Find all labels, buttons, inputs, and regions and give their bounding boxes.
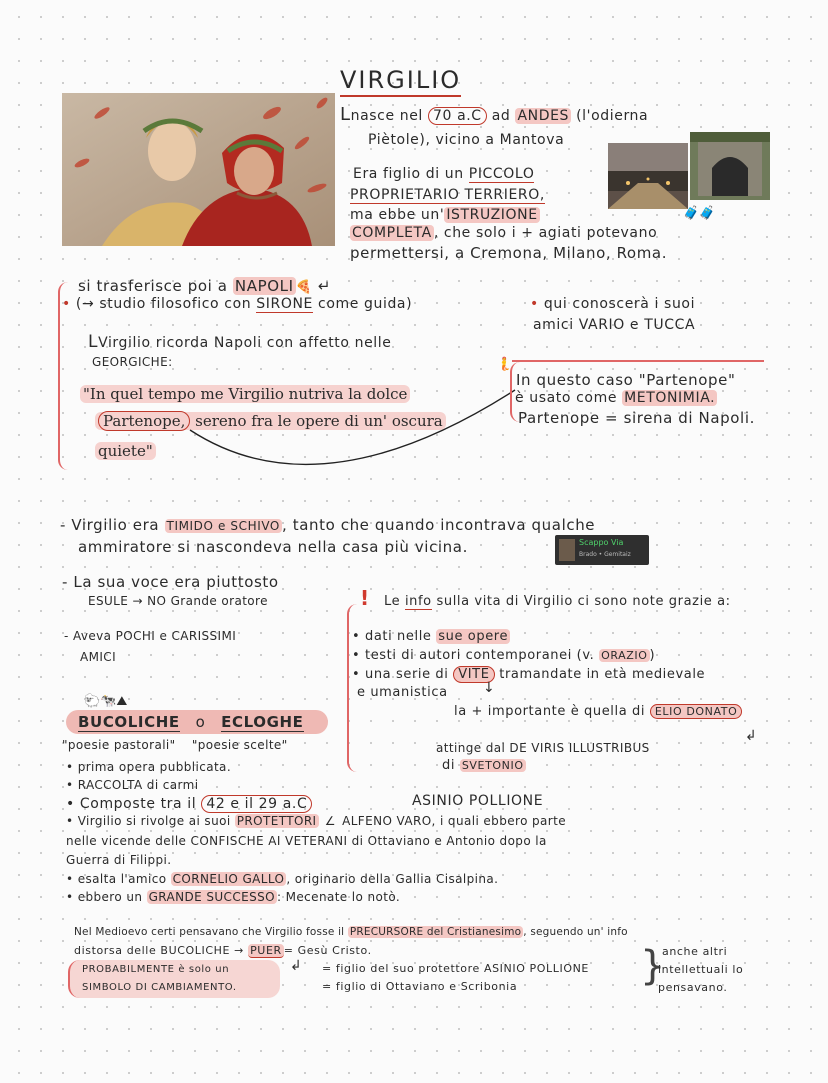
song-artist: Brado • Gemitaiz bbox=[579, 551, 631, 558]
metonymy-word: METONIMIA. bbox=[624, 390, 716, 406]
info-le-text: Le bbox=[384, 594, 401, 609]
bucoliche-item-8 bbox=[66, 890, 400, 904]
gallia-text: , originario della Gallia Cisalpina. bbox=[286, 872, 499, 886]
friends-line-1: • qui conoscerà i suoi bbox=[530, 296, 696, 312]
guide-text: come guida) bbox=[318, 296, 413, 312]
painting-image bbox=[62, 93, 335, 246]
quote-text-1: "In quel tempo me Virgilio nutriva la dolce bbox=[80, 385, 410, 403]
land-owner-text: PROPRIETARIO TERRIERO, bbox=[350, 187, 545, 203]
georgiche-line-1: LVirgilio ricorda Napoli con affetto nelle bbox=[88, 332, 392, 352]
medieval-line-3: = figlio del suo protettore ASINIO POLLIONE bbox=[322, 962, 589, 975]
friends-few-line-2: AMICI bbox=[80, 650, 117, 664]
ecloghe-word: ECLOGHE bbox=[221, 713, 304, 731]
precursor-word: PRECURSORE del Cristianesimo bbox=[349, 926, 522, 938]
virgil-dante-painting bbox=[62, 93, 335, 246]
had-a-text: • ebbero un bbox=[66, 890, 143, 904]
cornelio-gallo-word: CORNELIO GALLO bbox=[172, 872, 285, 886]
intro-para-line-1 bbox=[353, 166, 534, 182]
medieval-line-1 bbox=[74, 926, 628, 938]
praises-text: • esalta l'amico bbox=[66, 872, 167, 886]
info-b1-text: • dati nelle bbox=[352, 629, 432, 644]
pizza-icon: 🍕 bbox=[295, 280, 313, 295]
bucoliche-item-5: nelle vicende delle CONFISCHE AI VETERANI di Ottaviano e Antonio dopo la bbox=[66, 834, 547, 848]
song-cover bbox=[559, 539, 575, 561]
partenope-connector-arrow bbox=[160, 350, 530, 480]
puer-word: PUER bbox=[250, 944, 282, 957]
timid-intro-text: - Virgilio era bbox=[60, 516, 160, 534]
friends-text: qui conoscerà i suoi bbox=[543, 296, 696, 312]
return-arrow-2-icon: ↲ bbox=[745, 728, 757, 744]
brace-icon: } bbox=[640, 943, 666, 989]
info-b3-text: • una serie di bbox=[352, 667, 449, 682]
used-as-text: è usato come bbox=[515, 390, 618, 406]
info-donato-line bbox=[454, 704, 742, 719]
most-important-text: la + importante è quella di bbox=[454, 704, 646, 719]
info-b2-close: ) bbox=[649, 648, 656, 663]
intro-line-2: Piètole), vicino a Mantova bbox=[368, 132, 565, 148]
sirone-word: SIRONE bbox=[256, 296, 313, 312]
medieval-intro-text: Nel Medioevo certi pensavano che Virgilio fosse il bbox=[74, 926, 345, 938]
bucoliche-word: BUCOLICHE bbox=[78, 713, 180, 731]
andes-landscape-photo bbox=[608, 143, 688, 209]
title-text: VIRGILIO bbox=[340, 66, 461, 97]
quote-line-3 bbox=[95, 442, 156, 460]
angle-icon: ∠ bbox=[324, 814, 336, 828]
info-svetonio-line-1: attinge dal DE VIRIS ILLUSTRIBUS bbox=[436, 741, 650, 755]
voice-line-1: - La sua voce era piuttosto bbox=[62, 573, 279, 591]
georgiche-line-2: GEORGICHE: bbox=[92, 355, 173, 369]
info-bullet-2 bbox=[352, 648, 655, 663]
elio-donato-word: ELIO DONATO bbox=[650, 704, 742, 719]
metonymy-line-2 bbox=[515, 390, 717, 406]
return-arrow-icon: ↵ bbox=[317, 277, 331, 295]
bucoliche-item-1: • prima opera pubblicata. bbox=[66, 760, 232, 774]
song-title: Scappo Via bbox=[579, 538, 624, 547]
orazio-word: ORAZIO bbox=[601, 649, 648, 662]
chosen-poems-text: "poesie scelte" bbox=[191, 738, 288, 752]
jesus-text: = Gesù Cristo. bbox=[283, 944, 372, 957]
down-arrow-icon: ↓ bbox=[483, 680, 495, 696]
composed-text: • Composte tra il bbox=[66, 796, 197, 812]
others-line-3: pensavano. bbox=[658, 981, 728, 994]
bucoliche-title bbox=[78, 713, 304, 731]
napoli-line-2: • (→ studio filosofico con SIRONE come guida) bbox=[62, 296, 413, 312]
info-b2-text: • testi di autori contemporanei (v. bbox=[352, 648, 595, 663]
timid-line-1 bbox=[60, 516, 595, 534]
song-badge bbox=[555, 535, 649, 565]
bucoliche-item-2: • RACCOLTA di carmi bbox=[66, 778, 199, 792]
shy-word: TIMIDO e SCHIVO bbox=[166, 519, 280, 533]
info-rest-text: sulla vita di Virgilio ci sono note grazie a: bbox=[436, 594, 731, 609]
intro-rich-text: , che solo i + agiati potevano bbox=[433, 225, 658, 241]
small-owner-word: PICCOLO bbox=[468, 166, 535, 182]
great-success-word: GRANDE SUCCESSO bbox=[148, 890, 275, 904]
timid-line-2: ammiratore si nascondeva nella casa più vicina. bbox=[78, 538, 468, 556]
pastoral-icons: 🐑🐄⛰ bbox=[84, 694, 128, 709]
info-bullet-4: e umanistica bbox=[357, 685, 448, 700]
exclamation-icon: ! bbox=[360, 586, 370, 610]
pastoral-poems-text: "poesie pastorali" bbox=[62, 738, 176, 752]
intro-but-text: ma ebbe un' bbox=[350, 207, 445, 223]
asinio-pollione-text: ASINIO POLLIONE bbox=[412, 793, 544, 809]
intro-born-text: nasce nel bbox=[350, 108, 423, 124]
bucoliche-item-6: Guerra di Filippi. bbox=[66, 853, 172, 867]
mecenate-text: : Mecenate lo notò. bbox=[276, 890, 401, 904]
bucoliche-item-3 bbox=[66, 796, 312, 812]
metonymy-line-1: In questo caso "Partenope" bbox=[516, 371, 736, 389]
birth-date: 70 a.C bbox=[428, 107, 487, 125]
return-arrow-3-icon: ↲ bbox=[290, 958, 302, 974]
naples-word: NAPOLI bbox=[234, 277, 294, 295]
timid-rest-text: , tanto che quando incontrava qualche bbox=[281, 516, 596, 534]
quote-text-3: quiete" bbox=[95, 442, 156, 460]
philosophy-text: (→ studio filosofico con bbox=[75, 296, 252, 312]
education-word: ISTRUZIONE bbox=[446, 207, 538, 223]
others-line-1: anche altri bbox=[662, 945, 728, 958]
alfeno-varo-text: ALFENO VARO, i quali ebbero parte bbox=[342, 814, 567, 828]
distorted-text: distorsa delle BUCOLICHE → bbox=[74, 944, 244, 957]
following-text: , seguendo un' info bbox=[523, 926, 628, 938]
medieval-line-4: = figlio di Ottaviano e Scribonia bbox=[322, 980, 518, 993]
others-line-2: intellettuali lo bbox=[658, 963, 744, 976]
medieval-line-2 bbox=[74, 944, 372, 957]
info-bullet-1 bbox=[352, 629, 510, 644]
georgiche-text: Virgilio ricorda Napoli con affetto nelle bbox=[98, 335, 392, 351]
composition-dates: 42 e il 29 a.C bbox=[201, 795, 312, 813]
or-word: o bbox=[195, 713, 206, 731]
svetonio-word: SVETONIO bbox=[461, 759, 524, 772]
metonymy-line-3: Partenope = sirena di Napoli. bbox=[518, 409, 755, 427]
luggage-icon: 🧳🧳 bbox=[683, 206, 716, 221]
intro-para-line-4 bbox=[350, 225, 657, 241]
vite-word: VITE bbox=[453, 666, 494, 683]
info-heading bbox=[384, 594, 731, 609]
intro-modern-text: (l'odierna bbox=[576, 108, 649, 124]
friends-line-2: amici VARIO e TUCCA bbox=[533, 317, 696, 333]
andes-tunnel-photo bbox=[690, 132, 770, 200]
intro-para-text: Era figlio di un bbox=[353, 166, 464, 182]
tunnel-image bbox=[690, 132, 770, 200]
bucoliche-item-4 bbox=[66, 814, 566, 828]
probably-line-2: SIMBOLO DI CAMBIAMENTO. bbox=[82, 982, 237, 993]
metonymy-top-line bbox=[512, 360, 764, 362]
landscape-image bbox=[608, 143, 688, 209]
info-b3-rest: tramandate in età medievale bbox=[499, 667, 706, 682]
voice-line-2: ESULE → NO Grande oratore bbox=[88, 594, 268, 608]
info-svetonio-line-2 bbox=[442, 758, 526, 773]
friends-few-line-1: - Aveva POCHI e CARISSIMI bbox=[64, 629, 237, 643]
intro-para-line-2 bbox=[350, 187, 545, 203]
napoli-line-1 bbox=[78, 277, 331, 295]
complete-word: COMPLETA bbox=[352, 225, 432, 241]
intro-para-line-5: permettersi, a Cremona, Milano, Roma. bbox=[350, 244, 668, 262]
move-text: si trasferisce poi a bbox=[78, 277, 228, 295]
mermaid-icon: 🧜 bbox=[496, 357, 513, 372]
partenope-word: Partenope, bbox=[98, 411, 190, 431]
info-bullet-3 bbox=[352, 667, 705, 682]
intro-at-text: ad bbox=[491, 108, 511, 124]
info-di-text: di bbox=[442, 758, 456, 773]
intro-line-1: Lnasce nel 70 a.C ad ANDES (l'odierna bbox=[340, 104, 649, 125]
intro-para-line-3 bbox=[350, 207, 540, 223]
bucoliche-subtitle bbox=[62, 738, 288, 752]
protectors-word: PROTETTORI bbox=[236, 814, 317, 828]
bucoliche-item-7 bbox=[66, 872, 498, 886]
probably-line-1: PROBABILMENTE è solo un bbox=[82, 964, 230, 975]
info-word: info bbox=[404, 594, 432, 609]
page-title bbox=[340, 66, 461, 94]
quote-text-2: sereno fra le opere di un' oscura bbox=[190, 412, 443, 430]
addresses-text: • Virgilio si rivolge ai suoi bbox=[66, 814, 231, 828]
birth-place: ANDES bbox=[517, 108, 570, 124]
own-works-word: sue opere bbox=[438, 629, 509, 644]
